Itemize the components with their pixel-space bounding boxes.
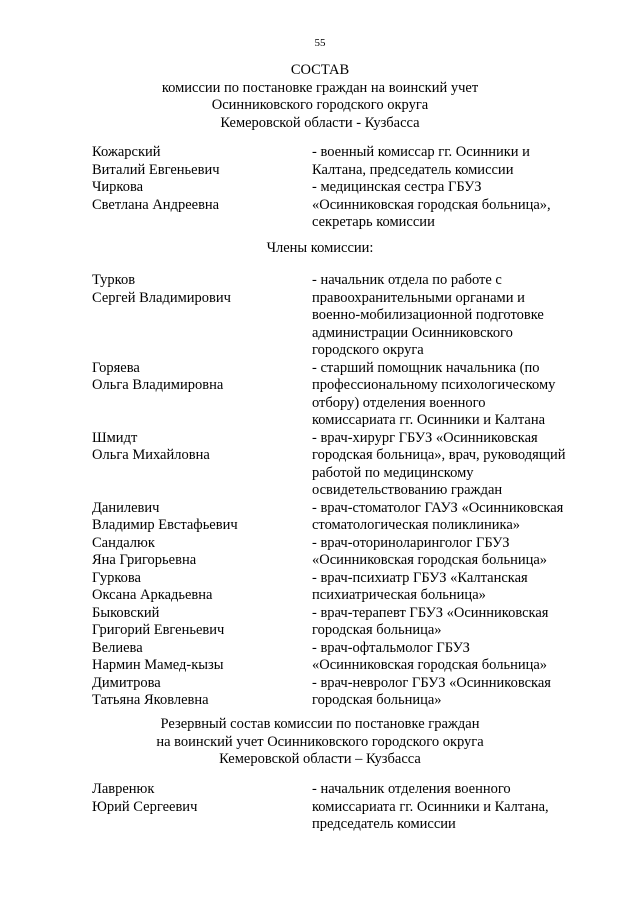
role-line: администрации Осинниковского	[312, 324, 513, 341]
given-names: Юрий Сергеевич	[92, 798, 198, 815]
role-line: правоохранительными органами и	[312, 289, 525, 306]
person-role	[312, 570, 577, 605]
role-line: председатель комиссии	[312, 816, 456, 832]
role-line: - врач-психиатр ГБУЗ «Калтанская	[312, 569, 528, 586]
role-line: - врач-терапевт ГБУЗ «Осинниковская	[312, 604, 549, 621]
person-name	[92, 781, 312, 834]
role-line: - врач-хирург ГБУЗ «Осинниковская	[312, 429, 538, 446]
roster-entry	[92, 500, 602, 535]
given-names: Ольга Владимировна	[92, 377, 224, 393]
role-line: - врач-стоматолог ГАУЗ «Осинниковская	[312, 499, 564, 516]
role-line: освидетельствованию граждан	[312, 482, 503, 498]
role-line: профессиональному психологическому	[312, 377, 556, 393]
title-line: Кемеровской области - Кузбасса	[220, 114, 420, 131]
roster-entry	[92, 675, 602, 710]
reserve-roster	[92, 781, 602, 834]
person-name	[92, 430, 312, 500]
role-line: комиссариата гг. Осинники и Калтана,	[312, 798, 549, 815]
roster-entry	[92, 430, 602, 500]
role-line: - врач-офтальмолог ГБУЗ	[312, 639, 470, 656]
role-line: - врач-оториноларинголог ГБУЗ	[312, 534, 510, 551]
given-names: Нармин Мамед-кызы	[92, 657, 224, 673]
reserve-heading-line: Резервный состав комиссии по постановке граждан	[160, 716, 480, 732]
roster-entry	[92, 144, 602, 179]
surname: Лавренюк	[92, 781, 155, 797]
surname: Велиева	[92, 639, 143, 656]
person-role	[312, 675, 577, 710]
person-name	[92, 272, 312, 360]
roster-entry	[92, 535, 602, 570]
role-line: - медицинская сестра ГБУЗ	[312, 179, 482, 195]
given-names: Светлана Андреевна	[92, 196, 220, 213]
role-line: - врач-невролог ГБУЗ «Осинниковская	[312, 674, 551, 691]
person-role	[312, 781, 577, 834]
roster-entry	[92, 781, 602, 834]
surname: Турков	[92, 272, 136, 288]
members-heading: Члены комиссии:	[266, 240, 374, 256]
role-line: - начальник отделения военного	[312, 781, 511, 797]
title-heading: СОСТАВ	[290, 62, 350, 78]
given-names: Сергей Владимирович	[92, 289, 231, 306]
role-line: городская больница»	[312, 692, 442, 708]
person-name	[92, 675, 312, 710]
surname: Сандалюк	[92, 534, 155, 551]
page-number: 55	[314, 37, 326, 49]
person-name	[92, 640, 312, 675]
person-name	[92, 605, 312, 640]
role-line: «Осинниковская городская больница»	[312, 552, 548, 568]
role-line: отбору) отделения военного	[312, 394, 486, 411]
person-name	[92, 179, 312, 232]
roster-entry	[92, 605, 602, 640]
person-role	[312, 144, 577, 179]
surname: Чиркова	[92, 179, 144, 195]
role-line: секретарь комиссии	[312, 214, 435, 230]
surname: Димитрова	[92, 674, 161, 691]
leadership-roster	[92, 144, 602, 232]
role-line: «Осинниковская городская больница»	[312, 657, 548, 673]
surname: Гуркова	[92, 569, 141, 586]
person-name	[92, 570, 312, 605]
person-role	[312, 535, 577, 570]
title-line: комиссии по постановке граждан на воинский учет	[161, 79, 479, 96]
role-line: - начальник отдела по работе с	[312, 272, 502, 288]
roster-entry	[92, 179, 602, 232]
document-title	[0, 62, 640, 132]
role-line: Калтана, председатель комиссии	[312, 161, 514, 178]
role-line: стоматологическая поликлиника»	[312, 517, 521, 533]
reserve-heading-line: Кемеровской области – Кузбасса	[219, 751, 421, 767]
role-line: работой по медицинскому	[312, 464, 474, 481]
surname: Данилевич	[92, 499, 160, 516]
role-line: комиссариата гг. Осинники и Калтана	[312, 412, 546, 428]
roster-entry	[92, 570, 602, 605]
person-name	[92, 535, 312, 570]
person-name	[92, 360, 312, 430]
role-line: городская больница», врач, руководящий	[312, 447, 566, 463]
members-roster	[92, 272, 602, 710]
reserve-heading-line: на воинский учет Осинниковского городского округа	[156, 733, 484, 750]
person-role	[312, 640, 577, 675]
given-names: Григорий Евгеньевич	[92, 622, 225, 638]
roster-entry	[92, 360, 602, 430]
person-role	[312, 430, 577, 500]
role-line: психиатрическая больница»	[312, 587, 486, 603]
person-role	[312, 360, 577, 430]
person-role	[312, 605, 577, 640]
role-line: городского округа	[312, 342, 424, 358]
given-names: Виталий Евгеньевич	[92, 161, 220, 178]
surname: Шмидт	[92, 429, 138, 446]
given-names: Татьяна Яковлевна	[92, 692, 209, 708]
role-line: «Осинниковская городская больница»,	[312, 196, 551, 213]
roster-entry	[92, 272, 602, 360]
role-line: военно-мобилизационной подготовке	[312, 307, 544, 323]
surname: Горяева	[92, 359, 140, 376]
given-names: Владимир Евстафьевич	[92, 517, 238, 533]
given-names: Ольга Михайловна	[92, 447, 210, 463]
person-role	[312, 272, 577, 360]
given-names: Оксана Аркадьевна	[92, 587, 213, 603]
surname: Быковский	[92, 604, 160, 621]
roster-entry	[92, 640, 602, 675]
person-name	[92, 144, 312, 179]
role-line: - старший помощник начальника (по	[312, 359, 540, 376]
given-names: Яна Григорьевна	[92, 552, 197, 568]
person-name	[92, 500, 312, 535]
person-role	[312, 500, 577, 535]
title-line: Осинниковского городского округа	[211, 97, 429, 113]
role-line: городская больница»	[312, 622, 442, 638]
reserve-heading	[0, 716, 640, 769]
role-line: - военный комиссар гг. Осинники и	[312, 144, 530, 160]
person-role	[312, 179, 577, 232]
surname: Кожарский	[92, 144, 161, 160]
